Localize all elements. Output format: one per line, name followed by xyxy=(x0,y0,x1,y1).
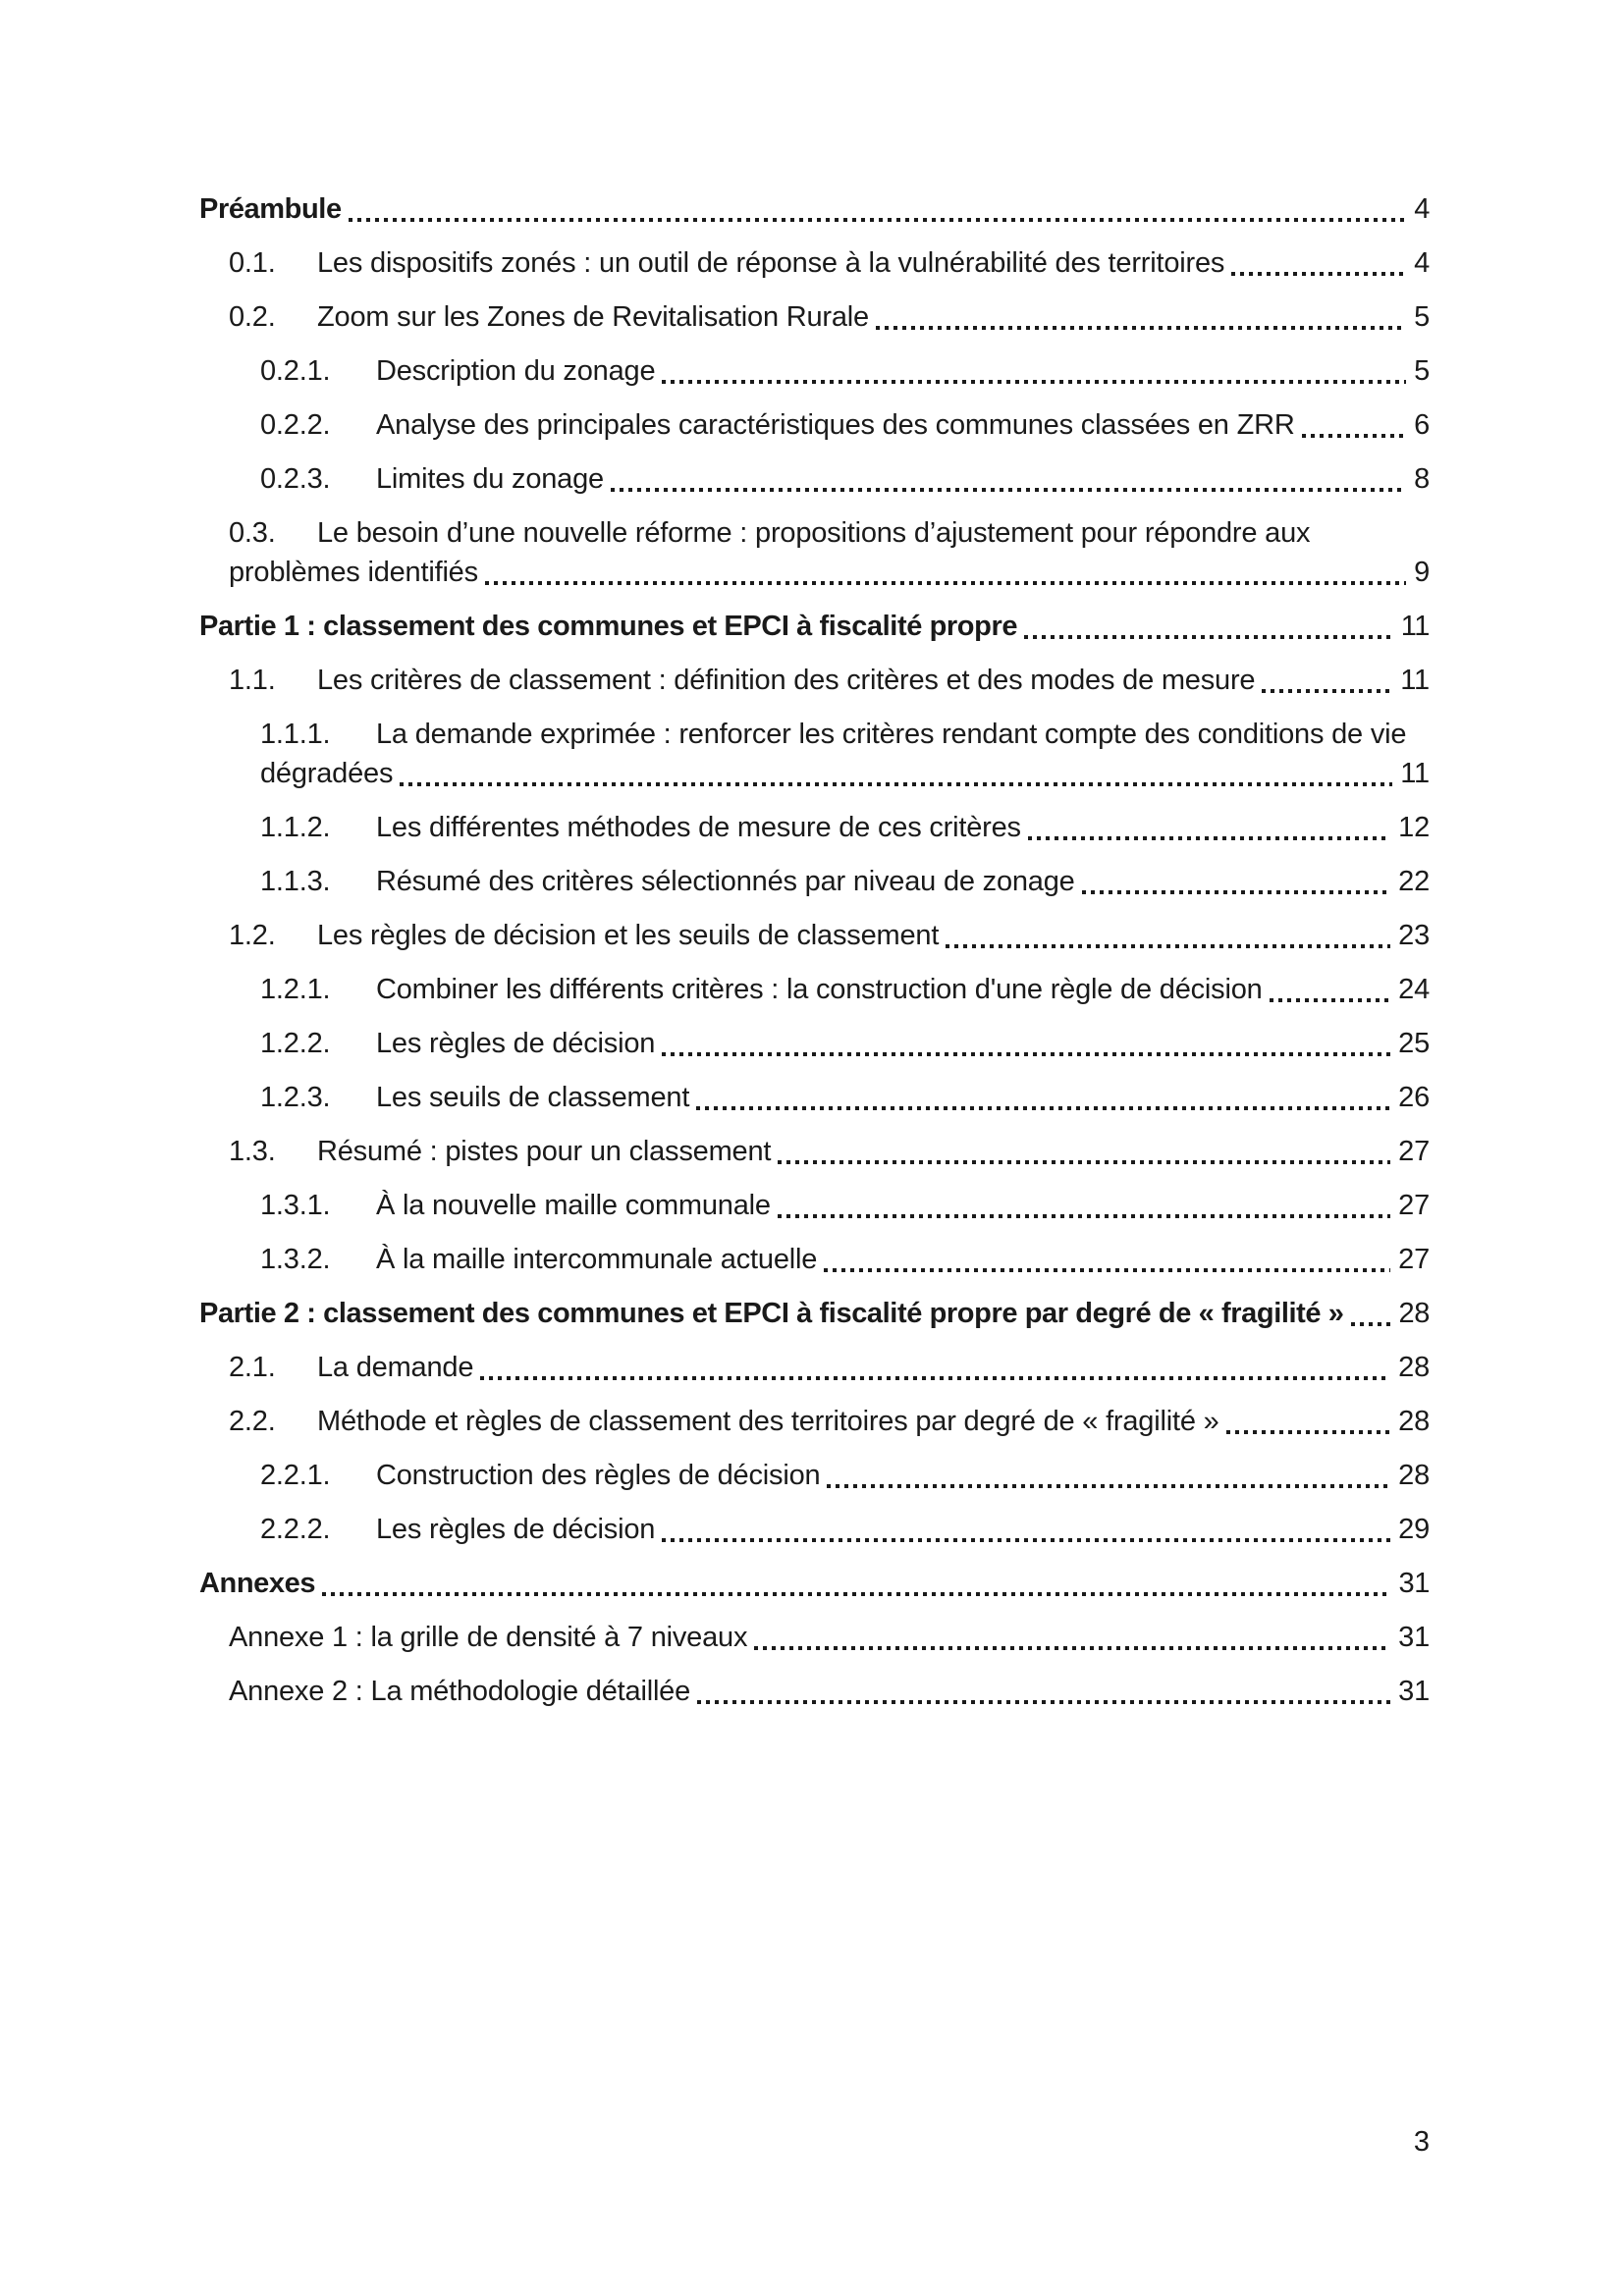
leader-dots xyxy=(946,944,1390,948)
toc-entry-partie-1[interactable] xyxy=(199,607,1430,646)
toc-entry-1-1-1[interactable] xyxy=(199,715,1430,793)
leader-dots xyxy=(1082,890,1391,894)
toc-entry-label: Les différentes méthodes de mesure de ces critères xyxy=(376,812,1021,843)
toc-entry-page: 8 xyxy=(1414,463,1430,495)
toc-entry-label: Annexe 1 : la grille de densité à 7 niveaux xyxy=(229,1622,748,1653)
toc-entry-0-2-1[interactable] xyxy=(199,351,1430,391)
toc-entry-1-2[interactable] xyxy=(199,916,1430,955)
leader-dots xyxy=(696,1106,1390,1110)
toc-entry-page: 5 xyxy=(1414,355,1430,387)
leader-dots xyxy=(1351,1322,1391,1326)
toc-entry-page: 4 xyxy=(1414,193,1430,225)
toc-entry-label: Les critères de classement : définition des critères et des modes de mesure xyxy=(317,665,1256,696)
toc-entry-1-3[interactable] xyxy=(199,1132,1430,1171)
toc-entry-label-line1: La demande exprimée : renforcer les critères rendant compte des conditions de vie xyxy=(376,719,1407,750)
toc-entry-number: 0.3. xyxy=(229,517,276,549)
toc-entry-label: La demande xyxy=(317,1352,474,1383)
toc-entry-2-2[interactable] xyxy=(199,1402,1430,1441)
toc-entry-1-1-2[interactable] xyxy=(199,808,1430,847)
toc-entry-0-1[interactable] xyxy=(199,243,1430,283)
toc-entry-label: Description du zonage xyxy=(376,355,656,387)
toc-entry-label: Les règles de décision xyxy=(376,1028,656,1059)
toc-entry-0-2-2[interactable] xyxy=(199,405,1430,445)
footer-page-number: 3 xyxy=(1413,2126,1430,2158)
toc-entry-label: Partie 2 : classement des communes et EPCI à fiscalité propre par degré de « fragilité » xyxy=(199,1298,1344,1329)
toc-entry-page: 28 xyxy=(1398,1352,1430,1383)
toc-entry-1-1[interactable] xyxy=(199,661,1430,700)
toc-entry-number: 1.1.3. xyxy=(260,866,331,897)
toc-entry-1-2-1[interactable] xyxy=(199,970,1430,1009)
toc-entry-page: 28 xyxy=(1398,1298,1430,1329)
toc-entry-label: Méthode et règles de classement des territoires par degré de « fragilité » xyxy=(317,1406,1219,1437)
toc-entry-label-line2: problèmes identifiés xyxy=(229,557,478,588)
leader-dots xyxy=(754,1646,1390,1650)
toc-entry-preambule[interactable] xyxy=(199,189,1430,229)
toc-entry-1-2-3[interactable] xyxy=(199,1078,1430,1117)
toc-entry-number: 1.3.1. xyxy=(260,1190,331,1221)
toc-entry-page: 29 xyxy=(1398,1514,1430,1545)
toc-entry-label: Préambule xyxy=(199,193,342,225)
leader-dots xyxy=(400,782,1392,786)
toc-entry-number: 1.1. xyxy=(229,665,276,696)
toc-entry-page: 27 xyxy=(1398,1244,1430,1275)
toc-entry-number: 1.1.1. xyxy=(260,719,331,750)
leader-dots xyxy=(349,218,1407,222)
toc-entry-number: 1.2.2. xyxy=(260,1028,331,1059)
toc-entry-label: Partie 1 : classement des communes et EPCI à fiscalité propre xyxy=(199,611,1018,642)
toc-entry-label: Résumé des critères sélectionnés par niveau de zonage xyxy=(376,866,1075,897)
leader-dots xyxy=(778,1160,1390,1164)
toc-entry-annexe-1[interactable] xyxy=(199,1618,1430,1657)
toc-entry-number: 1.2.1. xyxy=(260,974,331,1005)
toc-entry-page: 11 xyxy=(1400,665,1430,696)
toc-entry-label-line1: Le besoin d’une nouvelle réforme : propositions d’ajustement pour répondre aux xyxy=(317,517,1311,549)
leader-dots xyxy=(824,1268,1390,1272)
toc-entry-page: 27 xyxy=(1398,1136,1430,1167)
toc-entry-number: 2.2.2. xyxy=(260,1514,331,1545)
toc-entry-page: 6 xyxy=(1414,409,1430,441)
toc-entry-number: 0.2.2. xyxy=(260,409,331,441)
leader-dots xyxy=(1024,635,1393,639)
toc-entry-annexe-2[interactable] xyxy=(199,1672,1430,1711)
leader-dots xyxy=(662,1538,1390,1542)
leader-dots xyxy=(485,581,1406,585)
toc-entry-page: 11 xyxy=(1400,611,1430,642)
toc-entry-number: 2.2. xyxy=(229,1406,276,1437)
toc-entry-number: 0.2.3. xyxy=(260,463,331,495)
toc-entry-partie-2[interactable] xyxy=(199,1294,1430,1333)
toc-entry-0-3[interactable] xyxy=(199,513,1430,592)
leader-dots xyxy=(1262,689,1392,693)
toc-entry-number: 0.1. xyxy=(229,247,276,279)
toc-entry-number: 0.2. xyxy=(229,301,276,333)
toc-entry-label: Les dispositifs zonés : un outil de réponse à la vulnérabilité des territoires xyxy=(317,247,1225,279)
toc-entry-label: Limites du zonage xyxy=(376,463,604,495)
toc-entry-page: 31 xyxy=(1398,1676,1430,1707)
toc-entry-label: Les règles de décision xyxy=(376,1514,656,1545)
leader-dots xyxy=(827,1484,1390,1488)
toc-entry-label: À la nouvelle maille communale xyxy=(376,1190,771,1221)
leader-dots xyxy=(1302,434,1406,438)
leader-dots xyxy=(876,326,1406,330)
toc-entry-page: 28 xyxy=(1398,1406,1430,1437)
toc-entry-page: 11 xyxy=(1400,758,1430,789)
toc-entry-number: 1.2. xyxy=(229,920,276,951)
toc-entry-page: 31 xyxy=(1398,1568,1430,1599)
toc-entry-page: 27 xyxy=(1398,1190,1430,1221)
toc-entry-2-2-2[interactable] xyxy=(199,1510,1430,1549)
toc-entry-page: 25 xyxy=(1398,1028,1430,1059)
toc-entry-label: Résumé : pistes pour un classement xyxy=(317,1136,772,1167)
leader-dots xyxy=(322,1592,1390,1596)
toc-entry-label: Combiner les différents critères : la construction d'une règle de décision xyxy=(376,974,1263,1005)
toc-entry-label: Annexes xyxy=(199,1568,316,1599)
toc-entry-number: 1.1.2. xyxy=(260,812,331,843)
toc-entry-number: 0.2.1. xyxy=(260,355,331,387)
toc-entry-label: Zoom sur les Zones de Revitalisation Rurale xyxy=(317,301,869,333)
leader-dots xyxy=(697,1700,1390,1704)
toc-entry-page: 5 xyxy=(1414,301,1430,333)
toc-entry-number: 1.2.3. xyxy=(260,1082,331,1113)
toc-entry-label: Les seuils de classement xyxy=(376,1082,690,1113)
toc-entry-0-2-3[interactable] xyxy=(199,459,1430,499)
toc-entry-label: Construction des règles de décision xyxy=(376,1460,821,1491)
toc-entry-label: Annexe 2 : La méthodologie détaillée xyxy=(229,1676,691,1707)
toc-entry-label-line2: dégradées xyxy=(260,758,394,789)
toc-entry-2-2-1[interactable] xyxy=(199,1456,1430,1495)
leader-dots xyxy=(662,1052,1390,1056)
toc-entry-page: 22 xyxy=(1398,866,1430,897)
toc-entry-page: 28 xyxy=(1398,1460,1430,1491)
toc-entry-0-2[interactable] xyxy=(199,297,1430,337)
toc-entry-2-1[interactable] xyxy=(199,1348,1430,1387)
toc-entry-1-3-1[interactable] xyxy=(199,1186,1430,1225)
toc-entry-label: Les règles de décision et les seuils de classement xyxy=(317,920,940,951)
toc-entry-page: 31 xyxy=(1398,1622,1430,1653)
toc-entry-number: 2.2.1. xyxy=(260,1460,331,1491)
toc-entry-page: 9 xyxy=(1414,557,1430,588)
leader-dots xyxy=(1028,836,1390,840)
leader-dots xyxy=(1231,272,1406,276)
toc-entry-number: 1.3.2. xyxy=(260,1244,331,1275)
leader-dots xyxy=(611,488,1406,492)
toc-entry-page: 23 xyxy=(1398,920,1430,951)
leader-dots xyxy=(1226,1430,1391,1434)
toc-entry-annexes[interactable] xyxy=(199,1564,1430,1603)
toc-entry-1-2-2[interactable] xyxy=(199,1024,1430,1063)
toc-entry-page: 24 xyxy=(1398,974,1430,1005)
toc-entry-number: 1.3. xyxy=(229,1136,276,1167)
leader-dots xyxy=(662,380,1406,384)
toc-entry-1-1-3[interactable] xyxy=(199,862,1430,901)
leader-dots xyxy=(778,1214,1390,1218)
toc-entry-page: 26 xyxy=(1398,1082,1430,1113)
toc-entry-label: Analyse des principales caractéristiques des communes classées en ZRR xyxy=(376,409,1295,441)
toc-entry-number: 2.1. xyxy=(229,1352,276,1383)
toc-entry-page: 4 xyxy=(1414,247,1430,279)
leader-dots xyxy=(1270,998,1391,1002)
toc-entry-label: À la maille intercommunale actuelle xyxy=(376,1244,818,1275)
toc-entry-1-3-2[interactable] xyxy=(199,1240,1430,1279)
leader-dots xyxy=(480,1376,1390,1380)
toc-entry-page: 12 xyxy=(1398,812,1430,843)
table-of-contents xyxy=(199,189,1430,1726)
